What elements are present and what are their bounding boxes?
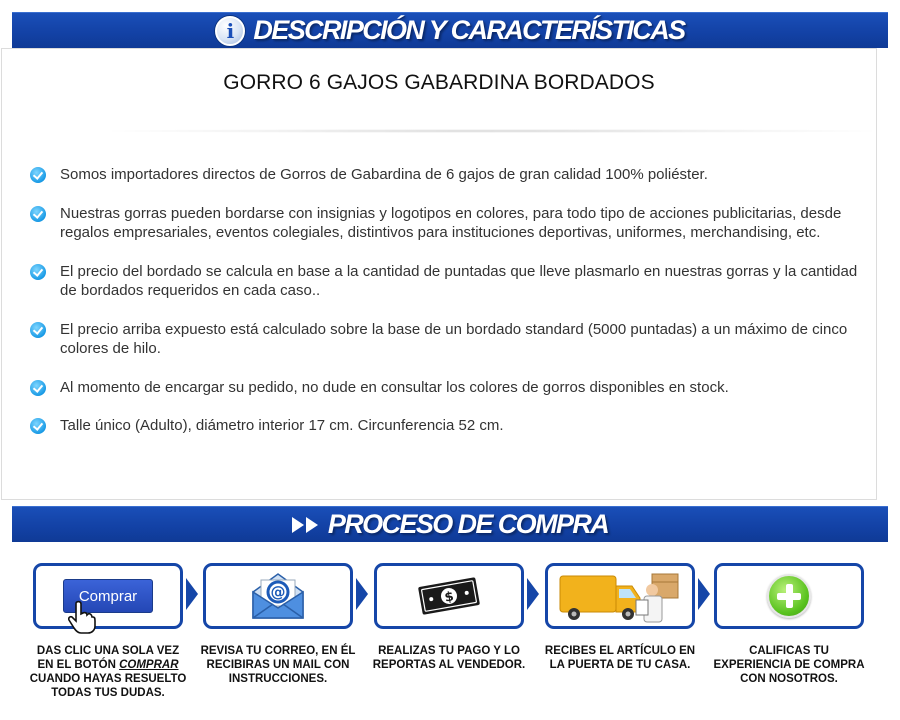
step-arrow xyxy=(186,578,198,610)
divider xyxy=(112,129,872,133)
step-1-caption-start: DAS CLIC UNA SOLA VEZ EN EL BOTÓN xyxy=(36,645,180,671)
step-arrow xyxy=(698,578,710,610)
feature-text: Talle único (Adulto), diámetro interior 17 cm. Circunferencia 52 cm. xyxy=(60,417,504,434)
pointer-hand-icon xyxy=(68,600,96,634)
description-title: DESCRIPCIÓN Y CARACTERÍSTICAS xyxy=(253,15,685,45)
step-2-card xyxy=(203,563,353,629)
process-title: PROCESO DE COMPRA xyxy=(327,509,609,539)
step-arrow xyxy=(356,578,368,610)
svg-text:$: $ xyxy=(443,589,456,606)
info-icon: i xyxy=(215,16,245,46)
delivery-truck-icon xyxy=(556,566,684,626)
check-icon xyxy=(30,206,46,222)
step-1-caption-emphasis: COMPRAR xyxy=(119,659,179,671)
step-3-caption: REALIZAS TU PAGO Y LO REPORTAS AL VENDEDOR. xyxy=(372,645,526,671)
step-4-caption: RECIBES EL ARTÍCULO EN LA PUERTA DE TU CASA. xyxy=(544,645,696,671)
feature-text: Somos importadores directos de Gorros de Gabardina de 6 gajos de gran calidad 100% poliéster. xyxy=(60,166,708,183)
feature-text: Al momento de encargar su pedido, no dude en consultar los colores de gorros disponibles en stock. xyxy=(60,378,729,396)
step-1-card xyxy=(33,563,183,629)
check-icon xyxy=(30,418,46,434)
process-banner xyxy=(12,506,888,542)
money-icon xyxy=(416,574,482,618)
description-panel xyxy=(1,48,877,500)
feature-text: El precio arriba expuesto está calculado sobre la base de un bordado standard (5000 puntadas) a un máximo de cinco colores de hilo. xyxy=(60,320,848,357)
product-title: GORRO 6 GAJOS GABARDINA BORDADOS xyxy=(223,71,655,94)
feature-item xyxy=(30,378,860,398)
feature-item xyxy=(30,262,860,301)
feature-item xyxy=(30,165,860,185)
step-4-card xyxy=(545,563,695,629)
svg-text:@: @ xyxy=(270,583,286,601)
step-1-caption-end: CUANDO HAYAS RESUELTO TODAS TUS DUDAS. xyxy=(29,673,187,699)
feature-list xyxy=(30,165,860,455)
feature-text: El precio del bordado se calcula en base a la cantidad de puntadas que lleve plasmarlo en nuestras gorras y la cantidad de bordados requeridos en cada caso.. xyxy=(60,262,858,299)
step-1-caption xyxy=(28,644,188,700)
feature-item xyxy=(30,320,860,359)
step-5-caption: CALIFICAS TU EXPERIENCIA DE COMPRA CON NOSOTROS. xyxy=(713,645,865,685)
double-arrow-icon xyxy=(292,517,320,533)
feature-text: Nuestras gorras pueden bordarse con insignias y logotipos en colores, para todo tipo de acciones publicitarias, desde regalos empresariales, eventos colegiales, distintivos para instituciones deportivas, uniformes, merchandising, etc. xyxy=(60,204,842,241)
description-banner xyxy=(12,12,888,48)
email-icon xyxy=(249,568,307,624)
buy-button[interactable]: Comprar xyxy=(63,579,153,613)
check-icon xyxy=(30,167,46,183)
feature-item xyxy=(30,416,860,436)
check-icon xyxy=(30,380,46,396)
purchase-steps xyxy=(0,560,900,720)
step-arrow xyxy=(527,578,539,610)
step-3-card xyxy=(374,563,524,629)
check-icon xyxy=(30,264,46,280)
step-2-caption: REVISA TU CORREO, EN ÉL RECIBIRAS UN MAIL CON INSTRUCCIONES. xyxy=(200,645,356,685)
feature-item xyxy=(30,204,860,243)
step-5-card xyxy=(714,563,864,629)
plus-icon xyxy=(767,574,811,618)
check-icon xyxy=(30,322,46,338)
